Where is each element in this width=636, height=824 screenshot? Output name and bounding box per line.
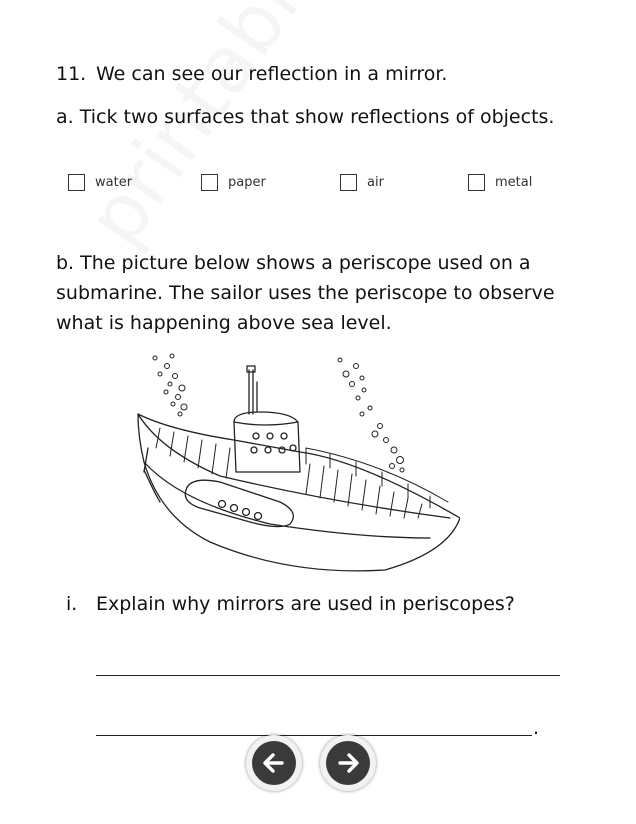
option-paper[interactable]: [201, 170, 266, 194]
question-stem: We can see our reflection in a mirror.: [96, 63, 448, 85]
checkbox[interactable]: [340, 174, 357, 191]
option-air[interactable]: [340, 170, 384, 194]
part-a-prompt: a. Tick two surfaces that show reflections of objects.: [56, 106, 555, 128]
option-label: metal: [495, 174, 533, 190]
answer-period: .: [533, 717, 540, 739]
sub-question-text: Explain why mirrors are used in periscopes?: [96, 593, 515, 615]
option-water[interactable]: [68, 170, 132, 194]
previous-page-button[interactable]: [246, 735, 302, 791]
arrow-right-icon: [334, 749, 362, 777]
button-face: [326, 741, 370, 785]
option-label: paper: [228, 174, 266, 190]
checkbox[interactable]: [68, 174, 85, 191]
bubbles-left: [153, 354, 187, 416]
submarine-illustration: [130, 352, 460, 580]
arrow-left-icon: [260, 749, 288, 777]
button-face: [252, 741, 296, 785]
checkbox[interactable]: [201, 174, 218, 191]
question-number: 11.: [56, 63, 87, 85]
answer-line-2[interactable]: [96, 735, 532, 736]
option-label: air: [367, 174, 384, 190]
bubbles-right: [338, 358, 404, 472]
part-b-prompt: b. The picture below shows a periscope used on a submarine. The sailor uses the periscope to observe what is happening above sea level.: [56, 252, 555, 334]
answer-line-1[interactable]: [96, 675, 560, 676]
checkbox[interactable]: [468, 174, 485, 191]
option-metal[interactable]: [468, 170, 532, 194]
sub-question-number: i.: [66, 593, 78, 615]
next-page-button[interactable]: [320, 735, 376, 791]
option-label: water: [95, 174, 133, 190]
periscope: [247, 366, 257, 414]
option-list: [68, 170, 568, 194]
